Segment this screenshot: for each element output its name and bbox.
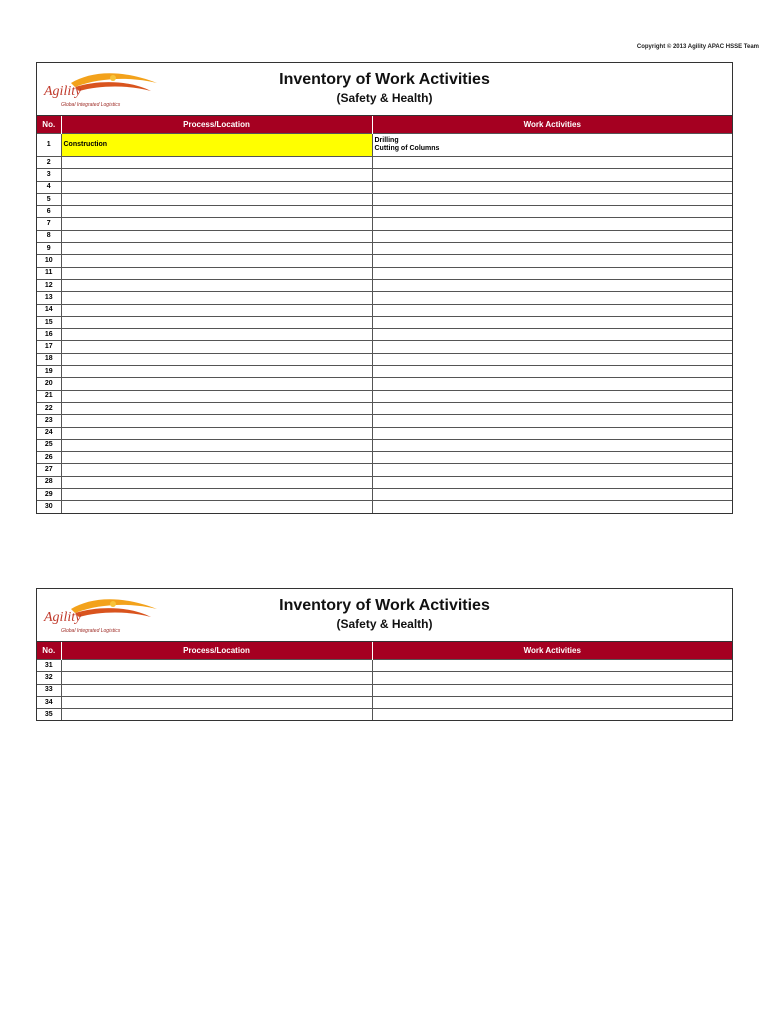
- row-number-cell: 33: [37, 684, 61, 696]
- row-number-cell: 35: [37, 709, 61, 721]
- work-activities-cell[interactable]: [372, 452, 732, 464]
- work-activities-cell[interactable]: [372, 378, 732, 390]
- table-row: [37, 206, 732, 218]
- row-number-cell: 6: [37, 206, 61, 218]
- process-location-cell[interactable]: [61, 439, 372, 451]
- table-row: [37, 684, 732, 696]
- row-number-cell: 2: [37, 157, 61, 169]
- row-number-cell: 14: [37, 304, 61, 316]
- process-location-cell[interactable]: [61, 193, 372, 205]
- row-number-cell: 4: [37, 181, 61, 193]
- col-process-header: Process/Location: [61, 116, 372, 134]
- col-process-header: Process/Location: [61, 642, 372, 660]
- row-number-cell: 5: [37, 193, 61, 205]
- row-number-cell: 16: [37, 329, 61, 341]
- table-row: [37, 489, 732, 501]
- row-number-cell: 25: [37, 439, 61, 451]
- work-activities-cell[interactable]: [372, 169, 732, 181]
- process-location-cell[interactable]: [61, 341, 372, 353]
- process-location-cell[interactable]: [61, 267, 372, 279]
- table-row: [37, 218, 732, 230]
- row-number-cell: 32: [37, 672, 61, 684]
- table-row: [37, 353, 732, 365]
- table-body: [37, 660, 732, 721]
- table-row: [37, 181, 732, 193]
- work-activities-cell[interactable]: [372, 464, 732, 476]
- row-number-cell: 8: [37, 230, 61, 242]
- work-activities-cell[interactable]: [372, 390, 732, 402]
- process-location-cell[interactable]: [61, 218, 372, 230]
- table-row: [37, 292, 732, 304]
- process-location-cell[interactable]: [61, 181, 372, 193]
- col-activities-header: Work Activities: [372, 116, 732, 134]
- row-number-cell: 15: [37, 316, 61, 328]
- process-location-cell[interactable]: [61, 292, 372, 304]
- work-activities-cell[interactable]: [372, 672, 732, 684]
- work-activities-cell[interactable]: [372, 415, 732, 427]
- sheet-header: [37, 63, 732, 116]
- row-number-cell: 27: [37, 464, 61, 476]
- work-activities-cell[interactable]: Drilling Cutting of Columns: [372, 134, 732, 157]
- sheet-title: Inventory of Work Activities: [279, 597, 490, 614]
- process-location-cell[interactable]: [61, 427, 372, 439]
- process-location-cell[interactable]: [61, 672, 372, 684]
- work-activities-cell[interactable]: [372, 489, 732, 501]
- table-row: [37, 464, 732, 476]
- work-activities-cell[interactable]: [372, 193, 732, 205]
- process-location-cell[interactable]: [61, 501, 372, 513]
- sheet-subtitle: (Safety & Health): [336, 91, 433, 105]
- row-number-cell: 1: [37, 134, 61, 157]
- work-activities-cell[interactable]: [372, 353, 732, 365]
- table-row: [37, 427, 732, 439]
- table-row: [37, 439, 732, 451]
- work-activities-cell[interactable]: [372, 279, 732, 291]
- brand-tagline: Global Integrated Logistics: [61, 102, 121, 108]
- row-number-cell: 10: [37, 255, 61, 267]
- work-activities-cell[interactable]: [372, 243, 732, 255]
- table-row: [37, 696, 732, 708]
- activities-table: [37, 642, 732, 720]
- work-activities-cell[interactable]: [372, 501, 732, 513]
- brand-name: Agility: [44, 610, 82, 625]
- process-location-cell[interactable]: [61, 489, 372, 501]
- process-location-cell[interactable]: [61, 279, 372, 291]
- work-activities-cell[interactable]: [372, 439, 732, 451]
- work-activities-cell[interactable]: [372, 316, 732, 328]
- row-number-cell: 29: [37, 489, 61, 501]
- table-row: [37, 402, 732, 414]
- brand-name: Agility: [44, 84, 82, 99]
- row-number-cell: 26: [37, 452, 61, 464]
- row-number-cell: 13: [37, 292, 61, 304]
- process-location-cell[interactable]: [61, 709, 372, 721]
- table-row: [37, 279, 732, 291]
- table-row: [37, 157, 732, 169]
- table-row: [37, 230, 732, 242]
- process-location-cell[interactable]: [61, 157, 372, 169]
- work-activities-cell[interactable]: [372, 402, 732, 414]
- row-number-cell: 34: [37, 696, 61, 708]
- table-row: [37, 452, 732, 464]
- work-activities-cell[interactable]: [372, 660, 732, 672]
- table-body: [37, 134, 732, 513]
- sheet-title: Inventory of Work Activities: [279, 71, 490, 88]
- process-location-cell[interactable]: [61, 390, 372, 402]
- table-row: [37, 660, 732, 672]
- row-number-cell: 23: [37, 415, 61, 427]
- row-number-cell: 30: [37, 501, 61, 513]
- work-activities-cell[interactable]: [372, 304, 732, 316]
- work-activities-cell[interactable]: [372, 255, 732, 267]
- table-row: [37, 255, 732, 267]
- inventory-sheet-2: [36, 588, 733, 721]
- row-number-cell: 18: [37, 353, 61, 365]
- work-activities-cell[interactable]: [372, 366, 732, 378]
- process-location-cell[interactable]: [61, 230, 372, 242]
- table-row: [37, 390, 732, 402]
- table-row: [37, 672, 732, 684]
- work-activities-cell[interactable]: [372, 292, 732, 304]
- brand-tagline: Global Integrated Logistics: [61, 628, 121, 634]
- process-location-cell[interactable]: [61, 378, 372, 390]
- process-location-cell[interactable]: Construction: [61, 134, 372, 157]
- table-row: [37, 134, 732, 157]
- copyright-text: Copyright © 2013 Agility APAC HSSE Team: [636, 44, 759, 50]
- row-number-cell: 28: [37, 476, 61, 488]
- work-activities-cell[interactable]: [372, 709, 732, 721]
- process-location-cell[interactable]: [61, 255, 372, 267]
- table-row: [37, 267, 732, 279]
- process-location-cell[interactable]: [61, 415, 372, 427]
- process-location-cell[interactable]: [61, 353, 372, 365]
- work-activities-cell[interactable]: [372, 157, 732, 169]
- row-number-cell: 19: [37, 366, 61, 378]
- row-number-cell: 17: [37, 341, 61, 353]
- activities-table: [37, 116, 732, 513]
- row-number-cell: 3: [37, 169, 61, 181]
- work-activities-cell[interactable]: [372, 329, 732, 341]
- work-activities-cell[interactable]: [372, 230, 732, 242]
- row-number-cell: 12: [37, 279, 61, 291]
- table-row: [37, 709, 732, 721]
- process-location-cell[interactable]: [61, 402, 372, 414]
- process-location-cell[interactable]: [61, 243, 372, 255]
- work-activities-cell[interactable]: [372, 696, 732, 708]
- row-number-cell: 11: [37, 267, 61, 279]
- row-number-cell: 21: [37, 390, 61, 402]
- process-location-cell[interactable]: [61, 464, 372, 476]
- sheet-header: [37, 589, 732, 642]
- sheet-subtitle: (Safety & Health): [336, 617, 433, 631]
- table-row: [37, 169, 732, 181]
- work-activities-cell[interactable]: [372, 206, 732, 218]
- table-row: [37, 243, 732, 255]
- table-row: [37, 366, 732, 378]
- table-row: [37, 329, 732, 341]
- process-location-cell[interactable]: [61, 304, 372, 316]
- table-row: [37, 341, 732, 353]
- process-location-cell[interactable]: [61, 366, 372, 378]
- inventory-sheet-1: [36, 62, 733, 514]
- work-activities-cell[interactable]: [372, 267, 732, 279]
- col-no-header: No.: [37, 642, 61, 660]
- table-row: [37, 476, 732, 488]
- row-number-cell: 7: [37, 218, 61, 230]
- work-activities-cell[interactable]: [372, 181, 732, 193]
- process-location-cell[interactable]: [61, 684, 372, 696]
- table-row: [37, 415, 732, 427]
- work-activities-cell[interactable]: [372, 341, 732, 353]
- row-number-cell: 20: [37, 378, 61, 390]
- process-location-cell[interactable]: [61, 696, 372, 708]
- process-location-cell[interactable]: [61, 206, 372, 218]
- row-number-cell: 31: [37, 660, 61, 672]
- work-activities-cell[interactable]: [372, 476, 732, 488]
- process-location-cell[interactable]: [61, 316, 372, 328]
- process-location-cell[interactable]: [61, 476, 372, 488]
- process-location-cell[interactable]: [61, 169, 372, 181]
- work-activities-cell[interactable]: [372, 684, 732, 696]
- process-location-cell[interactable]: [61, 452, 372, 464]
- row-number-cell: 22: [37, 402, 61, 414]
- row-number-cell: 24: [37, 427, 61, 439]
- table-row: [37, 378, 732, 390]
- table-row: [37, 193, 732, 205]
- work-activities-cell[interactable]: [372, 218, 732, 230]
- table-row: [37, 501, 732, 513]
- work-activities-cell[interactable]: [372, 427, 732, 439]
- process-location-cell[interactable]: [61, 329, 372, 341]
- col-activities-header: Work Activities: [372, 642, 732, 660]
- row-number-cell: 9: [37, 243, 61, 255]
- col-no-header: No.: [37, 116, 61, 134]
- process-location-cell[interactable]: [61, 660, 372, 672]
- table-row: [37, 316, 732, 328]
- table-row: [37, 304, 732, 316]
